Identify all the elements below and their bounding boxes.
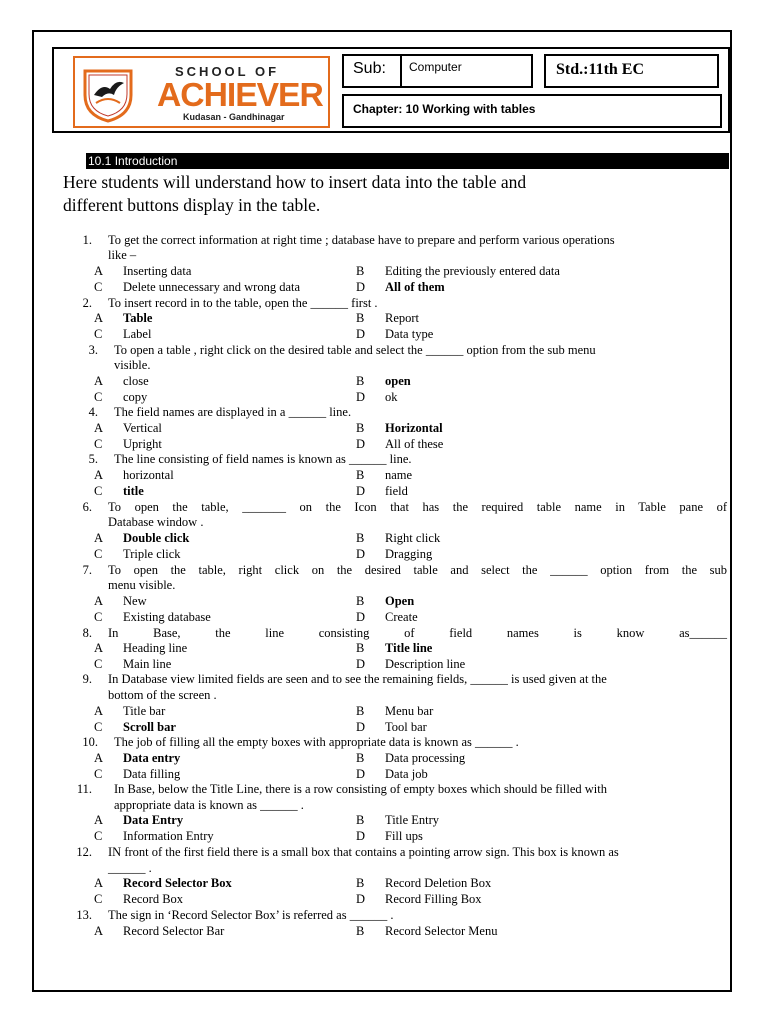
option-text: All of them: [385, 280, 445, 294]
question-number: 13.: [76, 908, 92, 922]
question-text: like –: [108, 248, 137, 262]
option-text: field: [385, 484, 408, 498]
option-text: Title Entry: [385, 813, 440, 827]
option-letter: C: [94, 280, 103, 294]
option-text: Table: [123, 311, 153, 325]
question-text: In Database view limited fields are seen and to see the remaining fields, ______ is used given at the: [108, 672, 607, 686]
option-letter: A: [94, 594, 104, 608]
option-text: close: [123, 374, 149, 388]
option-text: Data filling: [123, 767, 181, 781]
question-number: 8.: [82, 626, 92, 640]
chapter-title: Chapter: 10 Working with tables: [353, 102, 536, 116]
option-letter: B: [356, 751, 365, 765]
logo-badge-icon: [80, 65, 136, 123]
option-letter: B: [356, 813, 365, 827]
option-letter: C: [94, 720, 103, 734]
option-letter: A: [94, 531, 104, 545]
question-text: To open the table, right click on the desired table and select the ______ option from the sub: [108, 563, 727, 577]
subject-box: [342, 54, 533, 88]
option-letter: A: [94, 374, 104, 388]
option-text: ok: [385, 390, 398, 404]
option-text: Scroll bar: [123, 720, 176, 734]
option-letter: B: [356, 924, 365, 938]
option-text: All of these: [385, 437, 444, 451]
question-number: 11.: [76, 782, 92, 796]
question-text: appropriate data is known as ______ .: [114, 798, 304, 812]
option-text: name: [385, 468, 413, 482]
option-letter: C: [94, 892, 103, 906]
option-letter: D: [356, 829, 366, 843]
option-letter: A: [94, 924, 104, 938]
option-text: Data processing: [385, 751, 466, 765]
question-text: The line consisting of field names is known as ______ line.: [114, 452, 412, 466]
option-letter: C: [94, 829, 103, 843]
option-text: Inserting data: [123, 264, 192, 278]
option-text: Delete unnecessary and wrong data: [123, 280, 301, 294]
option-letter: D: [356, 484, 366, 498]
option-letter: B: [356, 374, 365, 388]
option-letter: A: [94, 813, 104, 827]
option-text: title: [123, 484, 144, 498]
option-letter: D: [356, 610, 366, 624]
option-text: Description line: [385, 657, 466, 671]
option-letter: C: [94, 610, 103, 624]
option-letter: B: [356, 468, 365, 482]
option-text: Label: [123, 327, 152, 341]
option-text: horizontal: [123, 468, 174, 482]
subject-divider: [400, 56, 402, 86]
intro-line-2: different buttons display in the table.: [63, 195, 321, 215]
option-letter: C: [94, 327, 103, 341]
option-letter: D: [356, 547, 366, 561]
option-text: copy: [123, 390, 148, 404]
option-text: Menu bar: [385, 704, 434, 718]
option-text: Horizontal: [385, 421, 443, 435]
intro-line-1: Here students will understand how to insert data into the table and: [63, 172, 527, 192]
chapter-box: [342, 94, 722, 128]
option-letter: A: [94, 876, 104, 890]
option-text: Record Selector Box: [123, 876, 232, 890]
option-text: Record Selector Menu: [385, 924, 498, 938]
option-text: Record Filling Box: [385, 892, 482, 906]
option-letter: A: [94, 311, 104, 325]
question-text: The sign in ‘Record Selector Box’ is referred as ______ .: [108, 908, 394, 922]
question-text: In Base, below the Title Line, there is a row consisting of empty boxes which should be filled with: [114, 782, 607, 796]
option-text: Information Entry: [123, 829, 214, 843]
option-letter: C: [94, 390, 103, 404]
option-text: Main line: [123, 657, 172, 671]
option-text: Title bar: [123, 704, 166, 718]
option-letter: A: [94, 468, 104, 482]
question-text: To open a table , right click on the desired table and select the ______ option from the sub menu: [114, 343, 596, 357]
option-letter: B: [356, 421, 365, 435]
logo-name-text: ACHIEVER: [157, 76, 323, 113]
option-text: Report: [385, 311, 420, 325]
logo-school-text: SCHOOL OF: [175, 64, 280, 79]
question-text: The job of filling all the empty boxes with appropriate data is known as ______ .: [114, 735, 519, 749]
option-letter: D: [356, 892, 366, 906]
option-text: Record Selector Bar: [123, 924, 225, 938]
option-letter: D: [356, 437, 366, 451]
option-letter: D: [356, 720, 366, 734]
question-text: IN front of the first field there is a small box that contains a pointing arrow sign. This box is known as: [108, 845, 619, 859]
question-text: To insert record in to the table, open the ______ first .: [108, 296, 378, 310]
option-text: Dragging: [385, 547, 433, 561]
option-letter: C: [94, 437, 103, 451]
subject-label: Sub:: [353, 60, 386, 77]
option-letter: B: [356, 704, 365, 718]
option-letter: D: [356, 390, 366, 404]
option-letter: B: [356, 531, 365, 545]
question-number: 2.: [82, 296, 92, 310]
question-text: To get the correct information at right time ; database have to prepare and perform various operations: [108, 233, 615, 247]
question-text: In Base, the line consisting of field names is know as______: [108, 626, 727, 640]
section-title: 10.1 Introduction: [88, 154, 178, 168]
option-text: Upright: [123, 437, 162, 451]
question-number: 3.: [88, 343, 98, 357]
option-letter: C: [94, 484, 103, 498]
option-letter: A: [94, 704, 104, 718]
option-letter: B: [356, 594, 365, 608]
option-text: Vertical: [123, 421, 162, 435]
option-letter: D: [356, 657, 366, 671]
option-letter: D: [356, 327, 366, 341]
option-text: Data Entry: [123, 813, 184, 827]
option-letter: B: [356, 641, 365, 655]
option-text: Fill ups: [385, 829, 423, 843]
option-text: Triple click: [123, 547, 181, 561]
option-text: Data job: [385, 767, 428, 781]
question-number: 4.: [88, 405, 98, 419]
logo-place-text: Kudasan - Gandhinagar: [183, 112, 285, 122]
standard-box: [544, 54, 719, 88]
question-number: 6.: [82, 500, 92, 514]
option-letter: D: [356, 280, 366, 294]
option-text: Create: [385, 610, 418, 624]
question-text: ______ .: [108, 861, 152, 875]
option-text: New: [123, 594, 147, 608]
question-text: bottom of the screen .: [108, 688, 217, 702]
option-text: Data entry: [123, 751, 181, 765]
option-letter: A: [94, 751, 104, 765]
question-number: 1.: [82, 233, 92, 247]
question-text: visible.: [114, 358, 151, 372]
question-text: To open the table, _______ on the Icon that has the required table name in Table pane of: [108, 500, 727, 514]
option-letter: C: [94, 547, 103, 561]
option-text: Existing database: [123, 610, 211, 624]
option-text: Editing the previously entered data: [385, 264, 560, 278]
section-heading-bar: [86, 153, 729, 169]
subject-value: Computer: [409, 60, 462, 74]
option-text: open: [385, 374, 411, 388]
question-text: menu visible.: [108, 578, 176, 592]
question-number: 7.: [82, 563, 92, 577]
option-letter: B: [356, 264, 365, 278]
option-letter: C: [94, 767, 103, 781]
question-number: 12.: [76, 845, 92, 859]
option-letter: B: [356, 876, 365, 890]
option-text: Tool bar: [385, 720, 427, 734]
option-text: Heading line: [123, 641, 188, 655]
option-letter: D: [356, 767, 366, 781]
introduction-text: [63, 171, 723, 217]
option-text: Record Box: [123, 892, 184, 906]
option-letter: C: [94, 657, 103, 671]
question-text: The field names are displayed in a ______ line.: [114, 405, 352, 419]
question-text: Database window .: [108, 515, 204, 529]
school-logo: [73, 56, 330, 128]
question-number: 9.: [82, 672, 92, 686]
option-text: Data type: [385, 327, 434, 341]
option-letter: A: [94, 641, 104, 655]
option-letter: B: [356, 311, 365, 325]
question-number: 5.: [88, 452, 98, 466]
option-text: Right click: [385, 531, 441, 545]
option-text: Record Deletion Box: [385, 876, 492, 890]
standard-value: Std.:11th EC: [556, 61, 645, 78]
option-letter: A: [94, 421, 104, 435]
question-number: 10.: [82, 735, 98, 749]
option-text: Open: [385, 594, 415, 608]
option-text: Double click: [123, 531, 190, 545]
option-letter: A: [94, 264, 104, 278]
option-text: Title line: [385, 641, 433, 655]
